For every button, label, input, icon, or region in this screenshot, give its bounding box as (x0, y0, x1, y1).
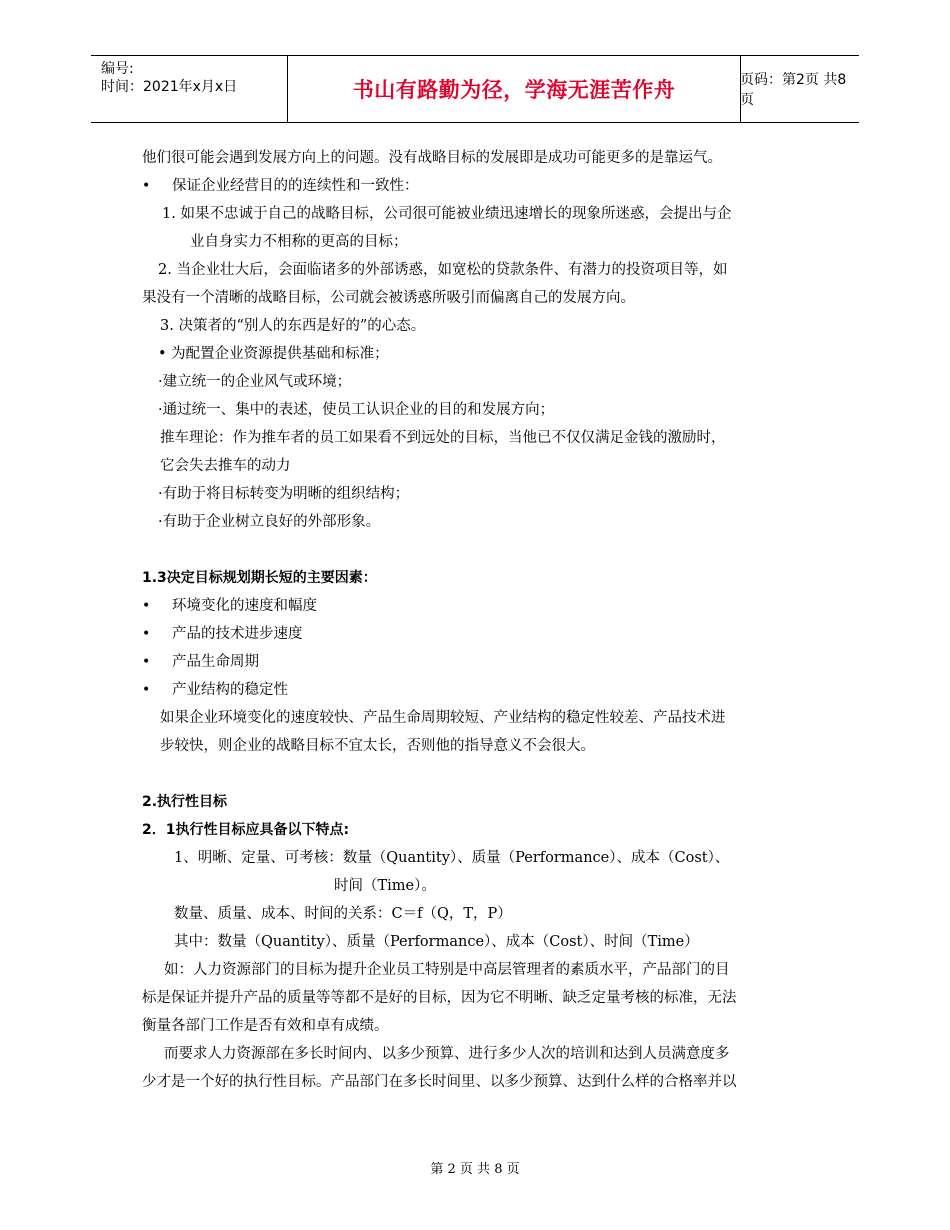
header-page-info: 页码：第2页 共8页 (740, 72, 847, 108)
bullet: • (142, 598, 151, 614)
paragraph: 如：人力资源部门的目标为提升企业员工特别是中高层管理者的素质水平，产品部门的目 (164, 962, 730, 978)
bullet-item: 产业结构的稳定性 (172, 682, 288, 698)
paragraph: 他们很可能会遇到发展方向上的问题。没有战略目标的发展即是成功可能更多的是靠运气。 (142, 150, 722, 166)
paragraph: 推车理论：作为推车者的员工如果看不到远处的目标，当他已不仅仅满足金钱的激励时， (160, 430, 726, 446)
list-item: ·有助于企业树立良好的外部形象。 (158, 514, 381, 530)
bullet-item: 环境变化的速度和幅度 (172, 598, 317, 614)
bullet: • (142, 654, 151, 670)
numbered-item-cont: 果没有一个清晰的战略目标，公司就会被诱惑所吸引而偏离自己的发展方向。 (142, 290, 635, 306)
paragraph-cont: 标是保证并提升产品的质量等等都不是好的目标，因为它不明晰、缺乏定量考核的标准，无法 (142, 990, 737, 1006)
formula-line: 数量、质量、成本、时间的关系：C＝f（Q，T，P） (174, 906, 512, 922)
bullet-item: 产品生命周期 (172, 654, 259, 670)
list-item: ·有助于将目标转变为明晰的组织结构； (158, 486, 410, 502)
list-item: • 为配置企业资源提供基础和标准； (158, 346, 389, 362)
time-label: 时间：2021年x月x日 (101, 79, 238, 95)
paragraph-cont: 它会失去推车的动力 (160, 458, 291, 474)
page-footer: 第 2 页 共 8 页 (430, 1162, 520, 1177)
bullet-item: 保证企业经营目的的连续性和一致性： (172, 178, 419, 194)
paragraph-cont: 步较快，则企业的战略目标不宜太长，否则他的指导意义不会很大。 (160, 738, 595, 754)
numbered-item: 3. 决策者的“别人的东西是好的”的心态。 (160, 318, 426, 334)
paragraph: 其中：数量（Quantity）、质量（Performance）、成本（Cost）、时间（Time） (174, 934, 699, 950)
numbered-item: 2. 当企业壮大后，会面临诸多的外部诱惑，如宽松的贷款条件、有潜力的投资项目等，如 (158, 262, 728, 278)
code-label: 编号: (101, 61, 134, 77)
bullet-item: 产品的技术进步速度 (172, 626, 303, 642)
header-motto: 书山有路勤为径，学海无涯苦作舟 (287, 56, 741, 122)
bullet: • (142, 626, 151, 642)
section-heading: 1.3决定目标规划期长短的主要因素： (142, 570, 377, 586)
header-meta (91, 56, 287, 122)
subsection-heading: 2．1执行性目标应具备以下特点: (142, 822, 350, 838)
bullet: • (142, 178, 151, 194)
list-item: ·建立统一的企业风气或环境； (158, 374, 352, 390)
numbered-item-cont: 业自身实力不相称的更高的目标； (190, 234, 408, 250)
paragraph-cont: 衡量各部门工作是否有效和卓有成绩。 (142, 1018, 389, 1034)
paragraph: 如果企业环境变化的速度较快、产品生命周期较短、产业结构的稳定性较差、产品技术进 (160, 710, 726, 726)
list-item: ·通过统一、集中的表述，使员工认识企业的目的和发展方向； (158, 402, 555, 418)
paragraph: 而要求人力资源部在多长时间内、以多少预算、进行多少人次的培训和达到人员满意度多 (164, 1046, 730, 1062)
numbered-item: 1. 如果不忠诚于自己的战略目标，公司很可能被业绩迅速增长的现象所迷惑，会提出与企 (162, 206, 732, 222)
paragraph-cont: 少才是一个好的执行性目标。产品部门在多长时间里、以多少预算、达到什么样的合格率并以 (142, 1074, 737, 1090)
page-header (91, 55, 859, 123)
paragraph: 1、明晰、定量、可考核：数量（Quantity）、质量（Performance）、成本（Cost）、 (174, 850, 730, 866)
section-heading: 2.执行性目标 (142, 794, 228, 810)
bullet: • (142, 682, 151, 698)
paragraph-cont: 时间（Time）。 (334, 878, 436, 894)
